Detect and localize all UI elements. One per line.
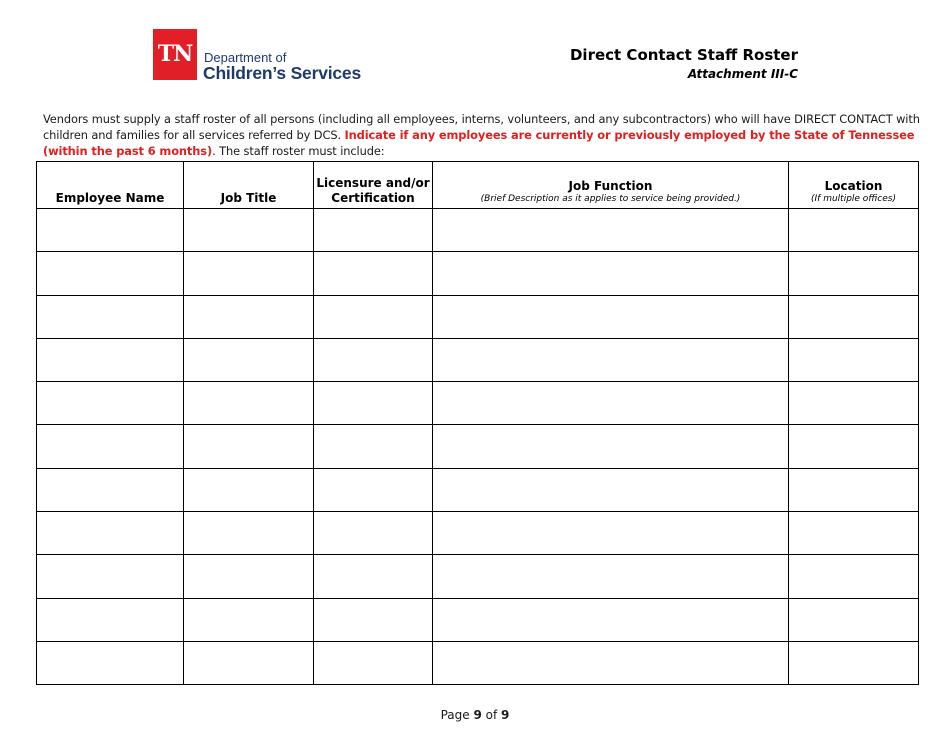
column-header-note: (Brief Description as it applies to service being provided.) [480, 194, 741, 204]
table-cell[interactable] [789, 209, 919, 252]
column-header [789, 162, 919, 209]
column-header-label: Job Function [568, 179, 653, 193]
table-cell[interactable] [314, 252, 433, 295]
table-row [37, 468, 919, 511]
table-cell[interactable] [789, 468, 919, 511]
document-subtitle: Attachment III-C [687, 67, 798, 81]
table-cell[interactable] [314, 338, 433, 381]
table-cell[interactable] [789, 382, 919, 425]
table-cell[interactable] [184, 555, 314, 598]
table-cell[interactable] [37, 295, 184, 338]
table-cell[interactable] [789, 338, 919, 381]
logo-department-text: Department of [204, 50, 287, 65]
table-cell[interactable] [37, 338, 184, 381]
table-cell[interactable] [433, 641, 789, 684]
table-cell[interactable] [37, 598, 184, 641]
table-row [37, 382, 919, 425]
table-cell[interactable] [789, 425, 919, 468]
table-cell[interactable] [314, 295, 433, 338]
footer-of: of [481, 708, 502, 722]
column-header-label: Location [824, 179, 883, 193]
dcs-logo [153, 29, 363, 81]
staff-roster-table [36, 161, 919, 685]
table-cell[interactable] [314, 555, 433, 598]
column-header-label: Employee Name [55, 191, 165, 205]
table-cell[interactable] [37, 512, 184, 555]
table-cell[interactable] [789, 555, 919, 598]
intro-paragraph [43, 111, 923, 159]
table-row [37, 641, 919, 684]
table-cell[interactable] [433, 468, 789, 511]
table-cell[interactable] [184, 295, 314, 338]
table-cell[interactable] [789, 512, 919, 555]
column-header [184, 162, 314, 209]
table-row [37, 209, 919, 252]
table-cell[interactable] [184, 598, 314, 641]
intro-highlight: Indicate if any employees are currently or previously employed by the State of Tennessee (within the past 6 months) [43, 128, 915, 158]
column-header-label: Licensure and/or Certification [316, 176, 430, 205]
page-footer [0, 708, 950, 722]
table-cell[interactable] [184, 338, 314, 381]
intro-text-end: . The staff roster must include: [212, 144, 385, 158]
tn-badge: TN [153, 29, 197, 80]
table-cell[interactable] [184, 252, 314, 295]
table-cell[interactable] [184, 425, 314, 468]
table-row [37, 338, 919, 381]
document-title: Direct Contact Staff Roster [569, 46, 798, 64]
table-row [37, 295, 919, 338]
table-cell[interactable] [314, 641, 433, 684]
current-page-number: 9 [473, 708, 482, 722]
table-cell[interactable] [789, 295, 919, 338]
table-cell[interactable] [37, 468, 184, 511]
table-cell[interactable] [37, 555, 184, 598]
table-cell[interactable] [314, 512, 433, 555]
column-header [314, 162, 433, 209]
column-header-label: Job Title [220, 191, 277, 205]
table-cell[interactable] [184, 641, 314, 684]
table-cell[interactable] [184, 468, 314, 511]
table-cell[interactable] [789, 252, 919, 295]
table-header-row [37, 162, 919, 209]
table-cell[interactable] [37, 425, 184, 468]
intro-text: Vendors must supply a staff roster of all persons (including all employees, interns, volunteers, and any subcontractors) who will have DIRECT CONTACT with children and families for all services referred by DCS. [43, 112, 920, 142]
table-cell[interactable] [314, 382, 433, 425]
table-cell[interactable] [789, 641, 919, 684]
logo-agency-text: Children’s Services [203, 63, 361, 83]
table-cell[interactable] [433, 598, 789, 641]
table-body [37, 209, 919, 685]
table-cell[interactable] [433, 555, 789, 598]
table-cell[interactable] [314, 598, 433, 641]
table-cell[interactable] [37, 252, 184, 295]
table-cell[interactable] [433, 382, 789, 425]
column-header [433, 162, 789, 209]
column-header [37, 162, 184, 209]
table-cell[interactable] [184, 512, 314, 555]
table-cell[interactable] [433, 512, 789, 555]
table-row [37, 252, 919, 295]
table-cell[interactable] [433, 425, 789, 468]
table-cell[interactable] [37, 382, 184, 425]
table-row [37, 598, 919, 641]
table-cell[interactable] [314, 425, 433, 468]
table-row [37, 425, 919, 468]
total-page-number: 9 [501, 708, 510, 722]
table-cell[interactable] [37, 209, 184, 252]
table-row [37, 512, 919, 555]
footer-prefix: Page [440, 708, 474, 722]
table-row [37, 555, 919, 598]
table-cell[interactable] [433, 295, 789, 338]
column-header-note: (If multiple offices) [811, 194, 896, 204]
table-cell[interactable] [314, 209, 433, 252]
table-cell[interactable] [314, 468, 433, 511]
table-cell[interactable] [37, 641, 184, 684]
table-cell[interactable] [433, 252, 789, 295]
table-cell[interactable] [184, 382, 314, 425]
table-cell[interactable] [789, 598, 919, 641]
table-cell[interactable] [433, 338, 789, 381]
table-cell[interactable] [433, 209, 789, 252]
table-cell[interactable] [184, 209, 314, 252]
